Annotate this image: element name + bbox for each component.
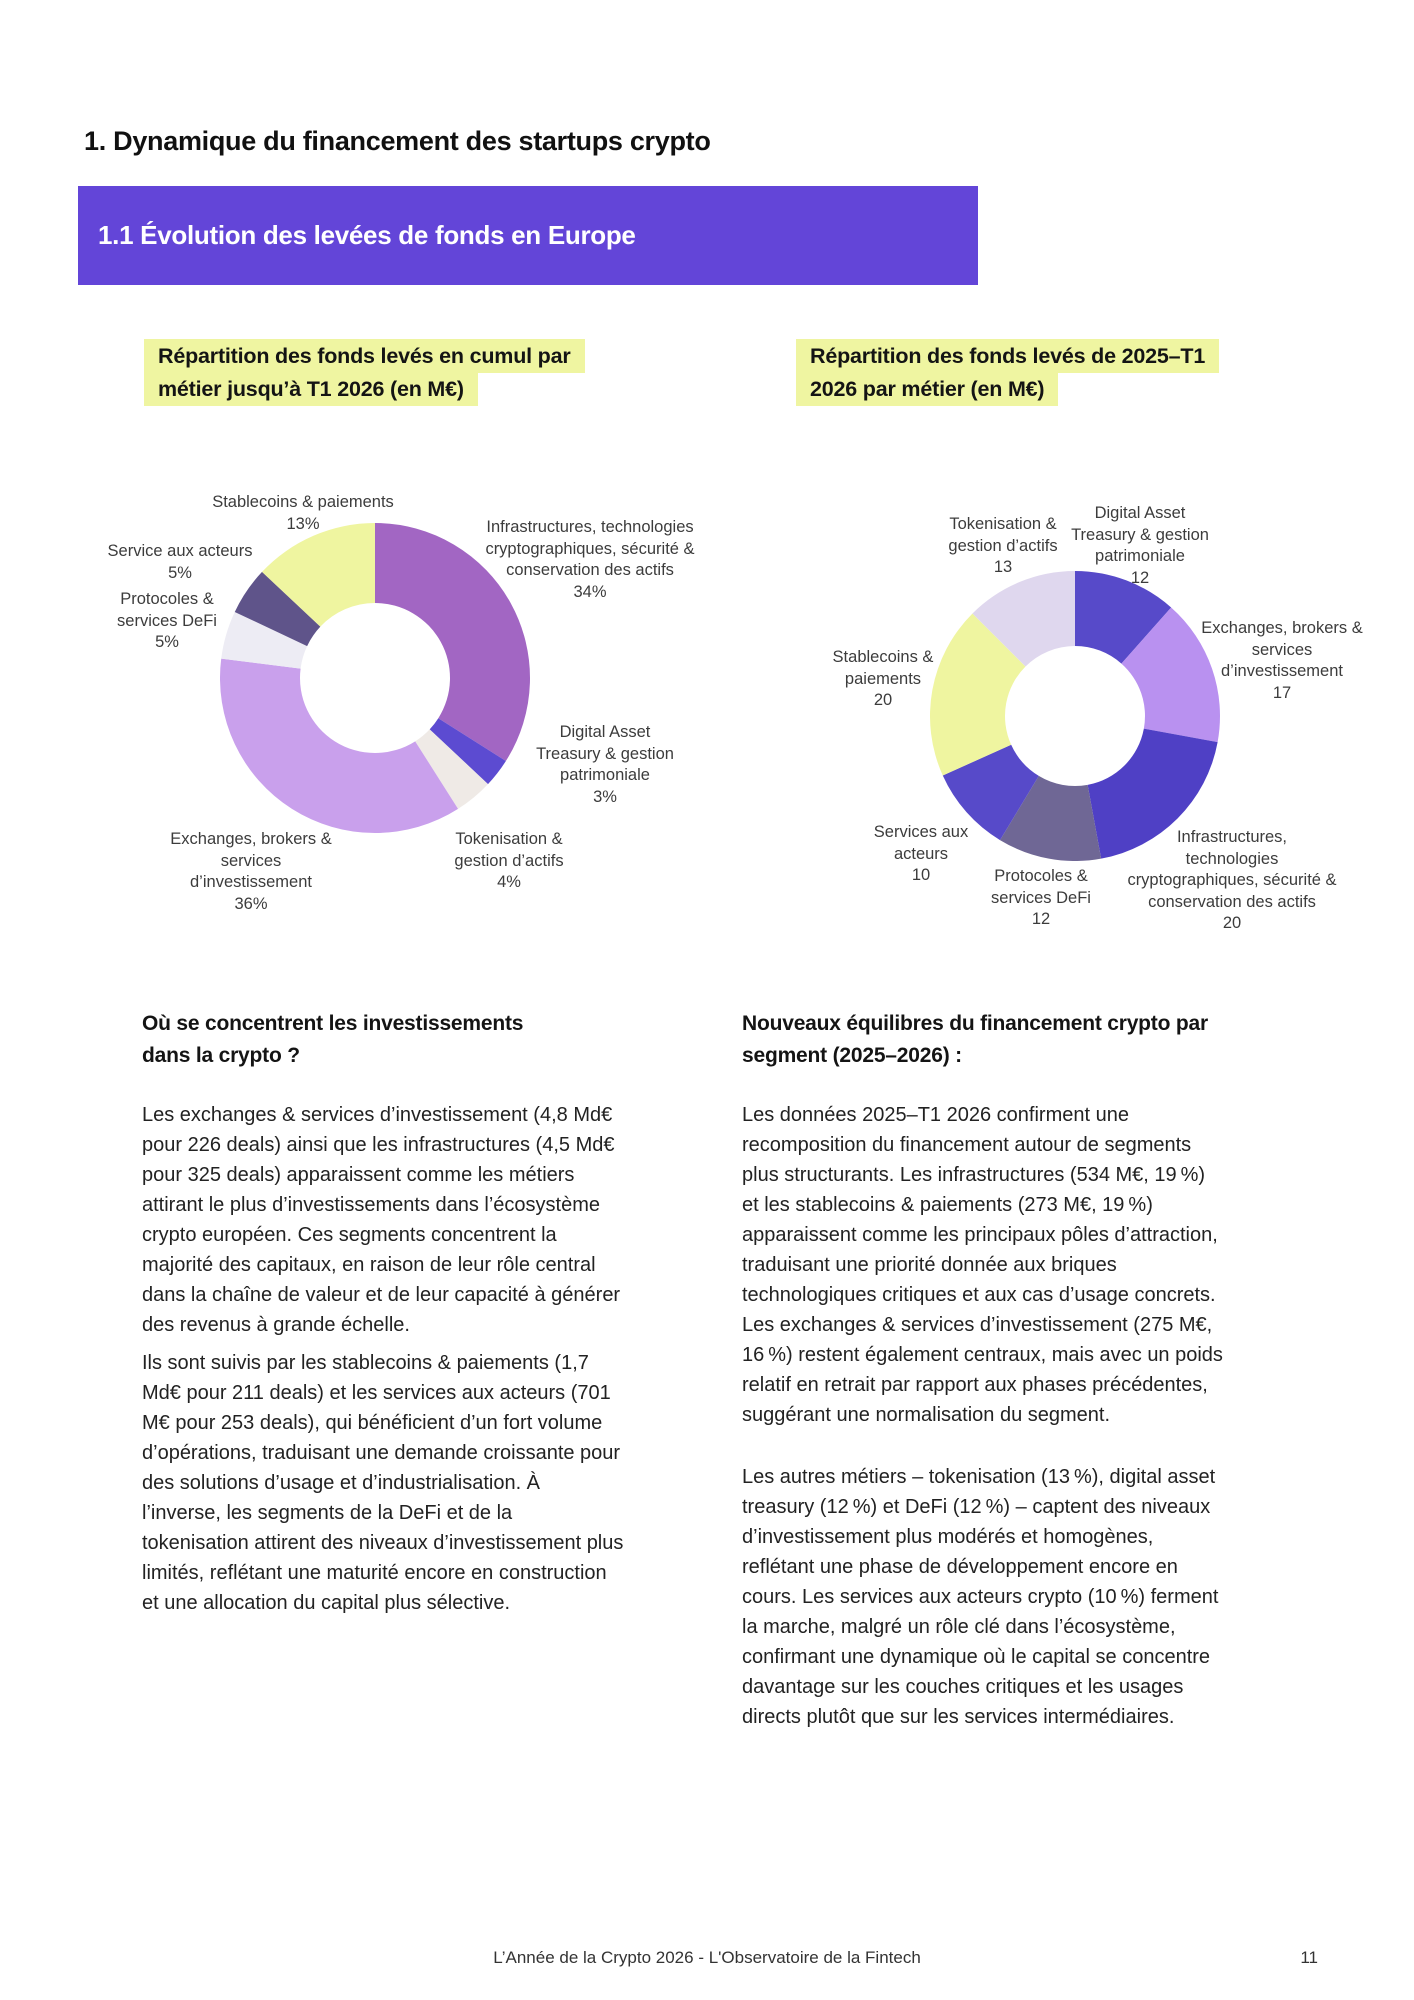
donut-label [1071, 503, 1209, 589]
donut-label-line: services DeFi [117, 611, 217, 630]
donut-label-line: patrimoniale [560, 766, 650, 784]
right-paragraph-1: Les données 2025–T1 2026 confirment une recomposition du financement autour de segments plus structurants. Les infrastructures (534 M€, 19 %) et les stablecoins & paiements (273 M€, 19 %) apparaissent comme les principaux pôles d’attraction, traduisant une priorité donnée aux briques technologiques critiques et aux cas d’usage concrets. Les exchanges & services d’investissement (275 M€, 16 %) restent également centraux, mais avec un poids relatif en retrait par rapport aux phases précédentes, suggérant une normalisation du segment. [742, 1104, 1223, 1426]
donut-label [1127, 827, 1336, 935]
donut-label-line: Treasury & gestion [1071, 525, 1209, 544]
donut-label-line: 5% [168, 563, 192, 582]
donut-label [117, 589, 217, 654]
donut-label-line: Tokenisation & [455, 830, 563, 848]
donut-label-line: 12 [1031, 910, 1051, 928]
chart-title-left [144, 340, 585, 406]
donut-label [170, 829, 331, 915]
donut-label-line: d’investissement [1221, 662, 1343, 680]
right-paragraph-2: Les autres métiers – tokenisation (13 %), digital asset treasury (12 %) et DeFi (12 %) – captent des niveaux d’investissement plus modérés et homogènes, reflétant une phase de développement encore en cours. Les services aux acteurs crypto (10 %) ferment la marche, malgré un rôle clé dans l’écosystème, confirmant une dynamique où le capital se concentre davantage sur les couches critiques et les usages directs plutôt que sur les services intermédiaires. [742, 1466, 1219, 1728]
donut-label-line: Protocoles & [120, 590, 214, 608]
heading-line: segment (2025–2026) : [742, 1044, 962, 1067]
donut-label-line: Treasury & gestion [536, 744, 674, 763]
donut-label [212, 492, 394, 535]
donut-label [991, 866, 1091, 931]
donut-label-line: d’investissement [190, 873, 312, 891]
left-paragraph-2: Ils sont suivis par les stablecoins & paiements (1,7 Md€ pour 211 deals) et les services aux acteurs (701 M€ pour 253 deals), qui bénéficient d’un fort volume d’opérations, traduisant une demande croissante pour des solutions d’usage et d’industrialisation. À l’inverse, les segments de la DeFi et de la tokenisation attirent des niveaux d’investissement plus limités, reflétant une maturité encore en construction et une allocation du capital plus sélective. [142, 1352, 624, 1614]
donut-label-line: Exchanges, brokers & [1201, 619, 1363, 637]
chart-title-line: Répartition des fonds levés de 2025–T1 [796, 340, 1219, 373]
subsection-banner [78, 186, 978, 285]
donut-label-line: 13 [993, 558, 1013, 576]
donut-label-line: paiements [844, 669, 922, 688]
donut-label-line: Digital Asset [1094, 504, 1186, 522]
donut-label-line: 34% [573, 582, 607, 601]
donut-label-line: 5% [155, 633, 179, 651]
donut-chart-2025-t1-2026 [930, 571, 1220, 861]
donut-label-line: cryptographiques, sécurité & [485, 539, 695, 558]
donut-chart-cumulative [220, 523, 530, 833]
donut-label-line: 20 [873, 691, 893, 709]
chart-title-line: métier jusqu’à T1 2026 (en M€) [144, 373, 585, 406]
donut-label-line: Protocoles & [994, 867, 1088, 885]
donut-label [108, 541, 253, 584]
donut-label-line: Service aux acteurs [107, 542, 253, 560]
donut-label [485, 517, 694, 603]
left-paragraph-1: Les exchanges & services d’investissement (4,8 Md€ pour 226 deals) ainsi que les infrastructures (4,5 Md€ pour 325 deals) apparaissent comme les métiers attirant le plus d’investissements dans l’écosystème crypto européen. Ces segments concentrent la majorité des capitaux, en raison de leur rôle central dans la chaîne de valeur et de leur capacité à générer des revenus à grande échelle. [142, 1104, 621, 1336]
donut-label-line: gestion d’actifs [948, 536, 1058, 555]
heading-line: Nouveaux équilibres du financement crypto par [742, 1012, 1208, 1035]
donut-label-line: acteurs [893, 844, 949, 863]
donut-label-line: conservation des actifs [1148, 892, 1316, 911]
donut-label-line: conservation des actifs [506, 561, 674, 579]
donut-label-line: 4% [497, 873, 521, 891]
donut-label-line: Digital Asset [559, 723, 651, 741]
page-number: 11 [1300, 1948, 1318, 1967]
donut-label [454, 829, 563, 894]
donut-label-line: Exchanges, brokers & [170, 830, 332, 848]
donut-label-line: Stablecoins & paiements [212, 493, 394, 511]
donut-label-line: 13% [286, 514, 320, 533]
donut-label-line: patrimoniale [1095, 547, 1185, 565]
donut-label-line: services DeFi [991, 888, 1091, 907]
footer-text: L’Année de la Crypto 2026 - L'Observatoire de la Fintech [493, 1948, 921, 1967]
donut-label-line: Services aux [873, 823, 969, 841]
donut-label [948, 514, 1057, 579]
donut-label-line: gestion d’actifs [454, 851, 564, 870]
heading-line: dans la crypto ? [142, 1044, 300, 1067]
donut-label-line: 10 [911, 866, 931, 884]
donut-label-line: 36% [234, 894, 268, 913]
chart-title-line: 2026 par métier (en M€) [796, 373, 1219, 406]
subsection-banner-title: 1.1 Évolution des levées de fonds en Europe [98, 220, 636, 250]
left-column-heading [142, 1008, 523, 1072]
chart-title-line: Répartition des fonds levés en cumul par [144, 340, 585, 373]
donut-label-line: services [220, 851, 282, 870]
chart-title-right [796, 340, 1219, 406]
donut-label [833, 647, 934, 712]
donut-label-line: services [1251, 640, 1313, 659]
donut-label-line: 17 [1272, 683, 1292, 702]
donut-label [536, 722, 674, 808]
donut-label-line: 12 [1130, 568, 1150, 587]
heading-line: Où se concentrent les investissements [142, 1012, 524, 1035]
right-column-heading [742, 1008, 1208, 1072]
donut-label-line: cryptographiques, sécurité & [1127, 871, 1337, 889]
section-title: 1. Dynamique du financement des startups crypto [84, 126, 711, 157]
donut-label-line: Tokenisation & [949, 515, 1057, 533]
donut-label-line: 20 [1222, 914, 1242, 932]
donut-label-line: Stablecoins & [832, 648, 934, 666]
donut-label-line: Infrastructures, [1176, 828, 1288, 846]
donut-label-line: 3% [593, 787, 617, 806]
donut-label-line: Infrastructures, technologies [486, 518, 694, 536]
donut-label [874, 822, 968, 887]
donut-label [1201, 618, 1362, 704]
donut-label-line: technologies [1185, 849, 1279, 868]
